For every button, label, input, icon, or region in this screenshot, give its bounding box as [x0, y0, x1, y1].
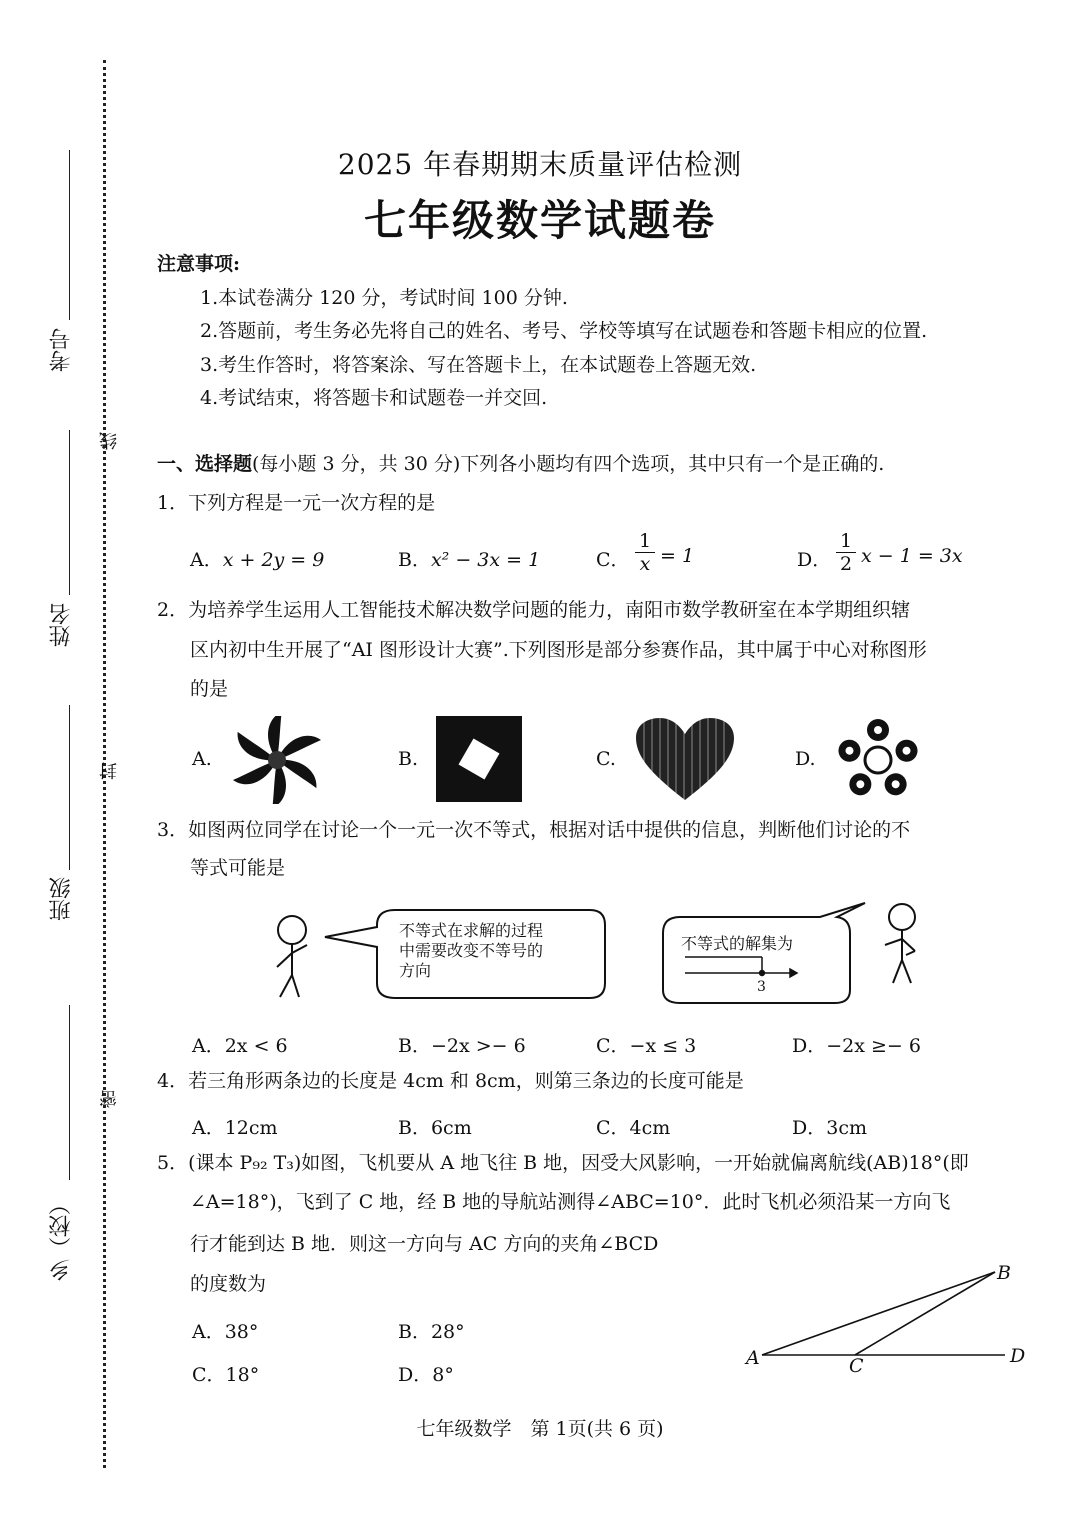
q1-stem: 1．下列方程是一元一次方程的是	[157, 492, 436, 514]
q5-line: 行才能到达 B 地．则这一方向与 AC 方向的夹角∠BCD	[190, 1233, 659, 1255]
q5-option-b: B．28°	[398, 1321, 465, 1343]
bubble-left-line: 方向	[399, 961, 432, 980]
point-c-label: C	[849, 1355, 864, 1377]
q5-navigation-triangle-figure	[740, 1258, 1040, 1383]
right-student-figure	[885, 904, 915, 983]
q3-option-b: B．−2x >− 6	[398, 1035, 526, 1057]
school-label: 乡（校）	[49, 1193, 74, 1281]
q1-option-a	[190, 545, 324, 572]
seal-mark: 封	[99, 762, 120, 780]
q1-c-numerator: 1	[638, 530, 652, 552]
q5-line: ∠A=18°)，飞到了 C 地，经 B 地的导航站测得∠ABC=10°．此时飞机必须沿某一方向飞	[190, 1191, 951, 1213]
q1-option-b	[398, 545, 540, 572]
q2-line: 的是	[190, 678, 229, 700]
q1-a-label: A．	[190, 549, 223, 571]
q2-line: 2．为培养学生运用人工智能技术解决数学问题的能力，南阳市数学教研室在本学期组织辖	[157, 599, 911, 621]
q1-c-rest: = 1	[660, 545, 695, 567]
page-footer: 七年级数学 第 1页(共 6 页)	[416, 1418, 664, 1440]
point-a-label: A	[746, 1347, 760, 1369]
q1-b-label: B．	[398, 549, 431, 571]
bubble-left-text	[399, 921, 543, 981]
q2-option-c-label: C.	[596, 748, 616, 770]
number-line-label-3: 3	[757, 979, 766, 995]
q5-option-d: D．8°	[398, 1364, 454, 1386]
note-item: 2.答题前，考生务必先将自己的姓名、考号、学校等填写在试题卷和答题卡相应的位置.	[200, 320, 928, 342]
q1-d-label: D．	[797, 549, 832, 571]
name-underline	[69, 430, 70, 595]
notes-heading: 注意事项:	[157, 253, 241, 275]
class-label: 班级	[49, 877, 74, 921]
section1-label: 一、选择题	[157, 453, 253, 475]
q2-pinwheel-figure	[228, 716, 326, 804]
q3-line: 3．如图两位同学在讨论一个一元一次不等式，根据对话中提供的信息，判断他们讨论的不	[157, 819, 911, 841]
bubble-left-line: 不等式在求解的过程	[399, 921, 544, 940]
q1-d-numerator: 1	[839, 530, 853, 552]
q2-pentagon-fractal-figure	[834, 714, 922, 802]
bubble-left-line: 中需要改变不等号的	[399, 941, 544, 960]
exam-no-label: 考号	[49, 328, 74, 372]
section1-heading	[157, 455, 884, 474]
school-underline	[69, 1005, 70, 1180]
segment-ab	[762, 1272, 995, 1355]
note-item: 1.本试卷满分 120 分，考试时间 100 分钟.	[200, 287, 568, 309]
note-item: 3.考生作答时，将答案涂、写在答题卡上，在本试题卷上答题无效.	[200, 354, 757, 376]
q3-option-d: D．−2x ≥− 6	[792, 1035, 921, 1057]
q5-line: 的度数为	[190, 1273, 267, 1295]
q1-d-denominator: 2	[836, 552, 856, 575]
q4-stem: 4．若三角形两条边的长度是 4cm 和 8cm，则第三条边的长度可能是	[157, 1070, 744, 1092]
q4-option-b: B．6cm	[398, 1117, 472, 1139]
class-underline	[69, 705, 70, 870]
q2-option-d-label: D.	[795, 748, 816, 770]
q4-option-d: D．3cm	[792, 1117, 867, 1139]
q2-heart-figure	[634, 716, 736, 802]
line-mark: 线	[99, 432, 120, 450]
q1-option-d	[797, 545, 831, 572]
bubble-right-text: 不等式的解集为	[681, 934, 794, 953]
left-student-figure	[277, 916, 307, 997]
q3-line: 等式可能是	[190, 857, 286, 879]
q1-c-fraction	[635, 530, 655, 575]
q5-option-c: C．18°	[192, 1364, 260, 1386]
q1-d-rest: x − 1 = 3x	[861, 545, 963, 567]
point-d-label: D	[1010, 1345, 1026, 1367]
q3-option-c: C．−x ≤ 3	[596, 1035, 697, 1057]
q2-option-b-label: B.	[398, 748, 419, 770]
q5-line: 5．(课本 P₉₂ T₃)如图，飞机要从 A 地飞往 B 地，因受大风影响，一开始就偏离航线(AB)18°(即	[157, 1152, 969, 1174]
secret-mark: 密	[99, 1090, 120, 1108]
exam-subtitle: 2025 年春期期末质量评估检测	[337, 148, 743, 181]
q1-c-label: C．	[596, 549, 630, 571]
q5-option-a: A．38°	[192, 1321, 259, 1343]
name-label: 姓名	[49, 603, 74, 647]
q2-square-figure	[436, 716, 522, 802]
q2-line: 区内初中生开展了“AI 图形设计大赛”.下列图形是部分参赛作品，其中属于中心对称图形	[190, 639, 927, 661]
q1-b-text: x² − 3x = 1	[430, 549, 541, 571]
exam-title: 七年级数学试题卷	[363, 196, 716, 245]
note-item: 4.考试结束，将答题卡和试题卷一并交回.	[200, 387, 548, 409]
q3-dialogue-figure	[265, 895, 1015, 1015]
q1-c-denominator: x	[635, 552, 655, 575]
point-b-label: B	[997, 1262, 1011, 1284]
section1-desc: (每小题 3 分，共 30 分)下列各小题均有四个选项，其中只有一个是正确的.	[252, 453, 885, 475]
q1-d-fraction	[836, 530, 856, 575]
q4-option-c: C．4cm	[596, 1117, 671, 1139]
segment-cb	[855, 1272, 995, 1355]
q3-option-a: A．2x < 6	[192, 1035, 288, 1057]
q1-option-c	[596, 545, 630, 572]
q2-option-a-label: A.	[192, 748, 212, 770]
q1-a-text: x + 2y = 9	[222, 549, 325, 571]
q4-option-a: A．12cm	[192, 1117, 278, 1139]
